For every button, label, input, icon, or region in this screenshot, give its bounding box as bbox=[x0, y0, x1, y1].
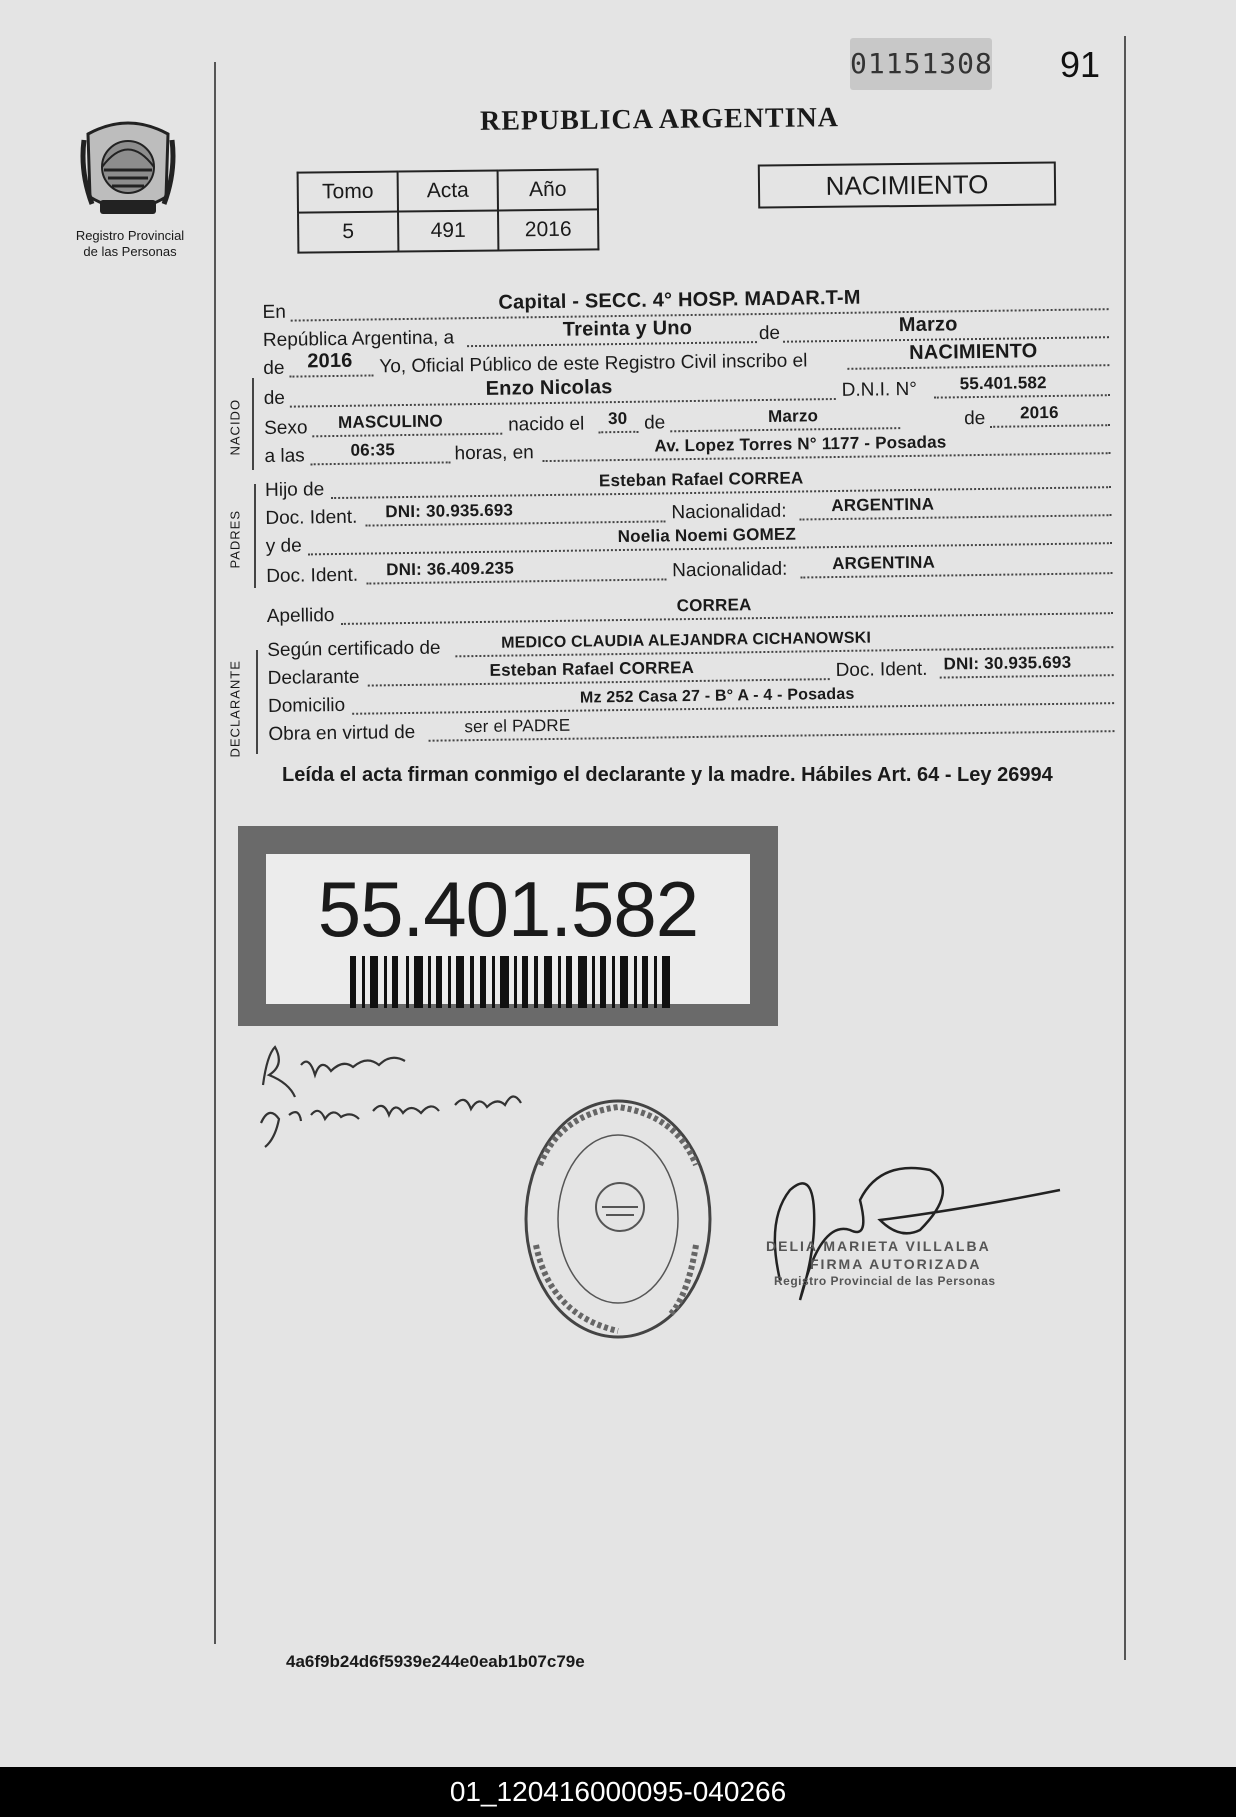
value-madre-doc: DNI: 36.409.235 bbox=[386, 558, 515, 580]
label-en: En bbox=[262, 301, 286, 323]
dotted-line bbox=[311, 461, 451, 465]
book-value-anio: 2016 bbox=[498, 209, 598, 250]
value-obra: ser el PADRE bbox=[464, 715, 571, 737]
value-sexo: MASCULINO bbox=[337, 411, 443, 432]
scan-id-footer: 01_120416000095-040266 bbox=[0, 1767, 1236, 1817]
registry-label-line-1: Registro Provincial bbox=[75, 228, 185, 243]
value-nombre: Enzo Nicolas bbox=[485, 376, 613, 400]
value-padre-doc: DNI: 30.935.693 bbox=[385, 500, 514, 522]
label-hijo-de: Hijo de bbox=[264, 479, 325, 501]
label-certificado: Según certificado de bbox=[267, 637, 441, 661]
dotted-line bbox=[847, 364, 1109, 370]
closing-statement: Leída el acta firman conmigo el declarante y la madre. Hábiles Art. 64 - Ley 26994 bbox=[282, 764, 1053, 786]
label-doc-ident: Doc. Ident. bbox=[265, 506, 358, 529]
book-value-acta: 491 bbox=[398, 210, 498, 251]
book-header-anio: Año bbox=[498, 169, 598, 210]
dotted-line bbox=[312, 433, 502, 438]
record-fields bbox=[262, 260, 1108, 745]
value-inscribo: NACIMIENTO bbox=[909, 340, 1038, 364]
right-margin-line bbox=[1124, 36, 1126, 1660]
section-label-padres: PADRES bbox=[227, 510, 243, 569]
declarante-bracket bbox=[256, 650, 258, 754]
barcode-panel bbox=[266, 854, 750, 1004]
document-hash: 4a6f9b24d6f5939e244e0eab1b07c79e bbox=[286, 1652, 585, 1671]
label-de: de bbox=[263, 357, 285, 379]
value-hora: 06:35 bbox=[350, 440, 396, 460]
serial-stamp: 01151308 bbox=[850, 38, 992, 90]
label-de: de bbox=[263, 387, 286, 409]
dni-barcode-label bbox=[238, 826, 778, 1026]
label-de: de bbox=[963, 407, 986, 430]
value-year: 2016 bbox=[307, 349, 353, 373]
label-republica: República Argentina, a bbox=[262, 327, 455, 351]
book-value-tomo: 5 bbox=[298, 212, 398, 253]
dotted-line bbox=[670, 427, 900, 432]
page-number: 91 bbox=[1060, 44, 1101, 85]
label-nacionalidad: Nacionalidad: bbox=[671, 500, 787, 524]
left-margin-line bbox=[214, 62, 216, 1644]
value-certificado: MEDICO CLAUDIA ALEJANDRA CICHANOWSKI bbox=[501, 629, 872, 652]
official-name: DELIA MARIETA VILLALBA bbox=[766, 1238, 991, 1254]
official-role: FIRMA AUTORIZADA bbox=[810, 1256, 982, 1272]
label-oficial: Yo, Oficial Público de este Registro Civil inscribo el bbox=[379, 350, 808, 378]
value-lugar: Av. Lopez Torres N° 1177 - Posadas bbox=[654, 432, 947, 456]
value-apellido: CORREA bbox=[676, 595, 752, 616]
value-madre-nac: ARGENTINA bbox=[831, 552, 936, 574]
label-declarante: Declarante bbox=[267, 666, 360, 689]
registry-label-line-2: de las Personas bbox=[83, 244, 177, 259]
label-domicilio: Domicilio bbox=[267, 694, 346, 717]
label-dni: D.N.I. N° bbox=[841, 378, 918, 401]
label-y-de: y de bbox=[265, 535, 302, 557]
dotted-line bbox=[289, 374, 373, 377]
padres-bracket bbox=[254, 484, 256, 588]
value-padre: Esteban Rafael CORREA bbox=[598, 468, 804, 491]
record-type-box: NACIMIENTO bbox=[758, 161, 1056, 208]
label-doc-ident: Doc. Ident. bbox=[835, 658, 928, 682]
value-day-text: Treinta y Uno bbox=[562, 317, 693, 341]
section-label-declarante: DECLARANTE bbox=[227, 660, 243, 758]
section-label-nacido: NACIDO bbox=[227, 398, 243, 456]
book-header-acta: Acta bbox=[398, 170, 498, 211]
dotted-line bbox=[598, 431, 638, 434]
row-apellido bbox=[267, 590, 1113, 628]
province-seal-icon bbox=[78, 112, 178, 222]
value-domicilio: Mz 252 Casa 27 - B° A - 4 - Posadas bbox=[579, 685, 855, 707]
page-title: REPUBLICA ARGENTINA bbox=[479, 102, 840, 137]
book-reference-table bbox=[297, 168, 600, 253]
dotted-line bbox=[467, 341, 757, 347]
nacido-bracket bbox=[252, 378, 254, 470]
official-registry: Registro Provincial de las Personas bbox=[774, 1274, 996, 1288]
dotted-line bbox=[940, 674, 1114, 678]
value-declarante: Esteban Rafael CORREA bbox=[489, 658, 695, 680]
barcode-number: 55.401.582 bbox=[317, 865, 699, 953]
label-obra: Obra en virtud de bbox=[268, 721, 416, 745]
official-signature-block bbox=[760, 1160, 1090, 1330]
value-anio: 2016 bbox=[1019, 402, 1059, 423]
value-dni: 55.401.582 bbox=[959, 373, 1047, 394]
label-doc-ident: Doc. Ident. bbox=[266, 564, 359, 587]
value-en: Capital - SECC. 4° HOSP. MADAR.T-M bbox=[498, 286, 861, 314]
book-header-tomo: Tomo bbox=[298, 172, 398, 213]
value-dia: 30 bbox=[607, 408, 628, 429]
registry-label bbox=[60, 228, 200, 260]
value-padre-nac: ARGENTINA bbox=[831, 494, 935, 516]
value-declarante-doc: DNI: 30.935.693 bbox=[943, 652, 1072, 674]
label-horas-en: horas, en bbox=[454, 442, 534, 465]
label-de: de bbox=[644, 412, 666, 434]
official-stamp-icon bbox=[520, 1095, 716, 1343]
label-apellido: Apellido bbox=[266, 605, 335, 627]
dotted-line bbox=[934, 394, 1110, 398]
label-nacido-el: nacido el bbox=[508, 413, 585, 436]
label-a-las: a las bbox=[264, 445, 305, 467]
value-month: Marzo bbox=[898, 313, 958, 337]
label-nacionalidad: Nacionalidad: bbox=[672, 558, 788, 582]
value-madre: Noelia Noemi GOMEZ bbox=[617, 524, 797, 547]
barcode-bars-icon bbox=[350, 956, 670, 1008]
dotted-line bbox=[990, 424, 1110, 428]
label-sexo: Sexo bbox=[264, 417, 308, 439]
value-mes: Marzo bbox=[767, 406, 819, 426]
label-de: de bbox=[758, 322, 781, 345]
